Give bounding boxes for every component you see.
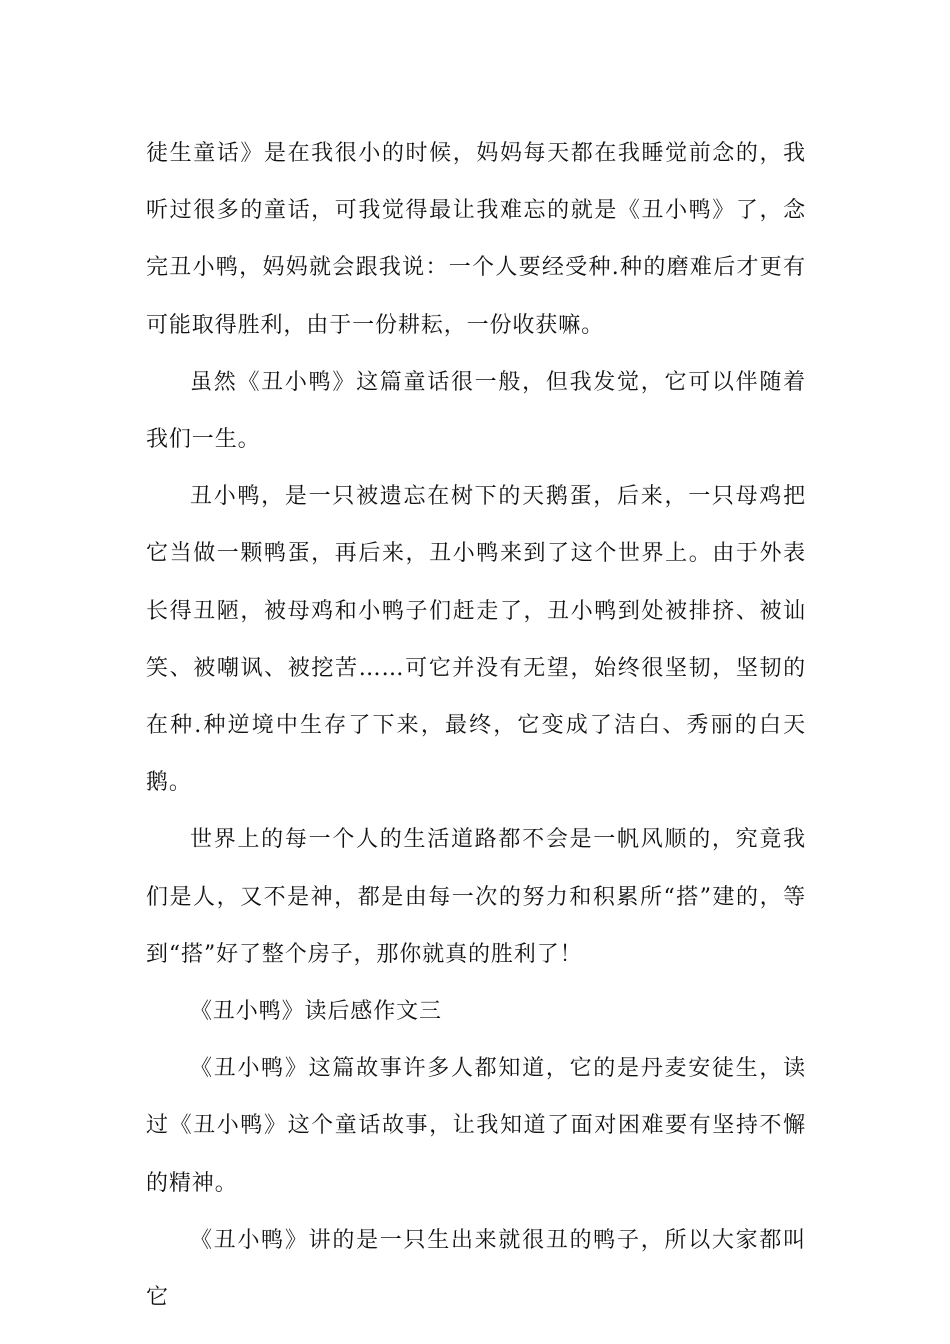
paragraph: 《丑小鸭》讲的是一只生出来就很丑的鸭子，所以大家都叫它 — [146, 1227, 806, 1311]
section-heading: 《丑小鸭》读后感作文三 — [190, 999, 442, 1025]
paragraph: 世界上的每一个人的生活道路都不会是一帆风顺的，究竟我们是人，又不是神，都是由每一次的努力和积累所“搭”建的，等到“搭”好了整个房子，那你就真的胜利了！ — [146, 827, 806, 967]
paragraph: 虽然《丑小鸭》这篇童话很一般，但我发觉，它可以伴随着我们一生。 — [146, 369, 806, 453]
paragraph: 丑小鸭，是一只被遗忘在树下的天鹅蛋，后来，一只母鸡把它当做一颗鸭蛋，再后来，丑小鸭来到了这个世界上。由于外表长得丑陋，被母鸡和小鸭子们赶走了，丑小鸭到处被排挤、被讪笑、被嘲讽、被挖苦……可它并没有无望，始终很坚韧，坚韧的在种.种逆境中生存了下来，最终，它变成了洁白、秀丽的白天鹅。 — [146, 484, 806, 796]
paragraph-continued: 徒生童话》是在我很小的时候，妈妈每天都在我睡觉前念的，我听过很多的童话，可我觉得最让我难忘的就是《丑小鸭》了，念完丑小鸭，妈妈就会跟我说：一个人要经受种.种的磨难后才更有可能取得胜利，由于一份耕耘，一份收获嘛。 — [146, 141, 806, 338]
paragraph: 《丑小鸭》这篇故事许多人都知道，它的是丹麦安徒生，读过《丑小鸭》这个童话故事，让我知道了面对困难要有坚持不懈的精神。 — [146, 1056, 806, 1196]
document-body — [146, 125, 806, 1326]
